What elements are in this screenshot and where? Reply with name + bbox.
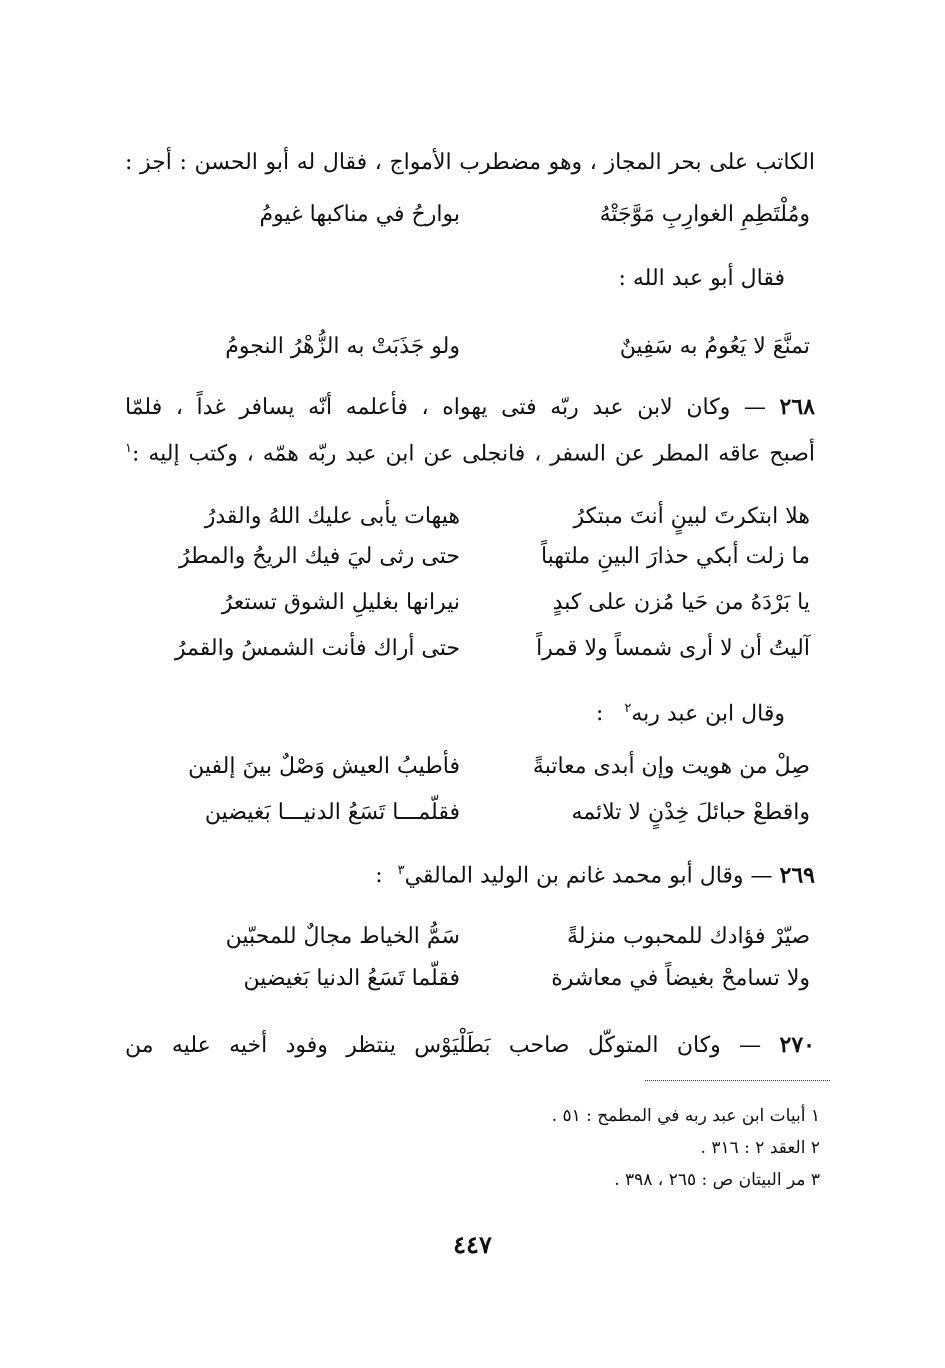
hemistich-second: نيرانها بغليلِ الشوق تستعرُ <box>221 590 460 615</box>
hemistich-first: واقطعْ حبائلَ خِدْنٍ لا تلائمه <box>571 800 810 825</box>
section-number: ٢٦٨ <box>779 394 815 420</box>
verse-row <box>130 920 810 954</box>
intro-line: الكاتب على بحر المجاز ، وهو مضطرب الأمواج ، فقال له أبو الحسن : أجز : <box>125 150 815 175</box>
hemistich-second: فأطيبُ العيش وَصْلٌ بينَ إلفين <box>188 754 460 779</box>
verse-row <box>130 632 810 666</box>
speaker-line: فقال أبو عبد الله : <box>618 266 785 291</box>
speaker-line <box>596 694 785 729</box>
verse-row <box>130 540 810 574</box>
hemistich-second: هيهات يأبى عليك اللهُ والقدرُ <box>204 504 460 529</box>
hemistich-first: ولا تسامحْ بغيضاً في معاشرة <box>551 966 810 991</box>
section-number: ٢٦٩ <box>779 862 815 889</box>
verse-row <box>130 198 810 232</box>
verse-row <box>130 962 810 996</box>
verse-row <box>130 796 810 830</box>
hemistich-first: صيّرْ فؤادك للمحبوب منزلةً <box>566 924 810 949</box>
hemistich-first: صِلْ من هويت وإن أبدى معاتبةً <box>532 754 810 779</box>
hemistich-second: فقلّمـــا تَسَعُ الدنيـــا بَغيضين <box>204 800 460 825</box>
colon: : <box>375 863 383 889</box>
paragraph-269 <box>375 856 815 891</box>
verse-row <box>130 586 810 620</box>
hemistich-second: بوارحُ في مناكبها غيومُ <box>259 202 460 227</box>
hemistich-second: سَمُّ الخياط مجالٌ للمحبّين <box>225 924 460 949</box>
footnote-ref: ٢ <box>624 701 632 716</box>
paragraph-text: — وكان لابن عبد ربّه فتى يهواه ، فأعلمه أنّه يسافر غداً ، فلمّا <box>125 395 766 420</box>
page-number: ٤٤٧ <box>453 1230 492 1259</box>
hemistich-second: ولو جَذَبَتْ به الزُّهْرُ النجومُ <box>225 334 460 359</box>
footnote: ٢ العقد ٢ : ٣١٦ . <box>700 1138 820 1158</box>
footnote-divider <box>645 1080 830 1081</box>
footnote: ١ أبيات ابن عبد ربه في المطمح : ٥١ . <box>551 1106 820 1126</box>
verse-row <box>130 500 810 534</box>
paragraph-270 <box>125 1030 815 1061</box>
verse-row <box>130 330 810 364</box>
speaker-text: وقال ابن عبد ربه <box>631 701 785 727</box>
paragraph-268-line-1 <box>125 392 815 423</box>
hemistich-first: هلا ابتكرتَ لبينٍ أنتَ مبتكرُ <box>573 504 810 529</box>
footnote: ٣ مر البيتان ص : ٢٦٥ ، ٣٩٨ . <box>614 1170 820 1190</box>
paragraph-text: أصبح عاقه المطر عن السفر ، فانجلى عن ابن عبد ربّه همّه ، وكتب إليه : <box>131 441 815 467</box>
hemistich-first: آليتُ أن لا أرى شمساً ولا قمراً <box>536 636 810 661</box>
hemistich-first: ومُلْتَطِمِ الغوارِبِ مَوَّجَتْهُ <box>599 202 810 227</box>
verse-row <box>130 750 810 784</box>
hemistich-second: فقلّما تَسَعُ الدنيا بَغيضين <box>243 966 460 991</box>
footnote-ref: ٣ <box>397 863 405 878</box>
paragraph-text: — وقال أبو محمد غانم بن الوليد المالقي <box>404 863 773 889</box>
hemistich-second: حتى أراك فأنت الشمسُ والقمرُ <box>174 636 460 661</box>
paragraph-268-line-2 <box>125 434 815 469</box>
hemistich-first: تمنَّعَ لا يَعُومُ به سَفِينٌ <box>619 334 810 359</box>
hemistich-second: حتى رثى ليَ فيك الريحُ والمطرُ <box>179 544 460 569</box>
paragraph-text: — وكان المتوكّل صاحب بَطَلْيَوْس ينتظر وفود أخيه عليه من <box>125 1033 762 1058</box>
colon: : <box>595 701 604 727</box>
section-number: ٢٧٠ <box>779 1032 815 1058</box>
hemistich-first: يا بَرْدَهُ من حَيا مُزن على كبدٍ <box>552 590 810 615</box>
footnote-ref: ١ <box>125 441 132 456</box>
hemistich-first: ما زلت أبكي حذارَ البينِ ملتهباً <box>540 544 810 569</box>
